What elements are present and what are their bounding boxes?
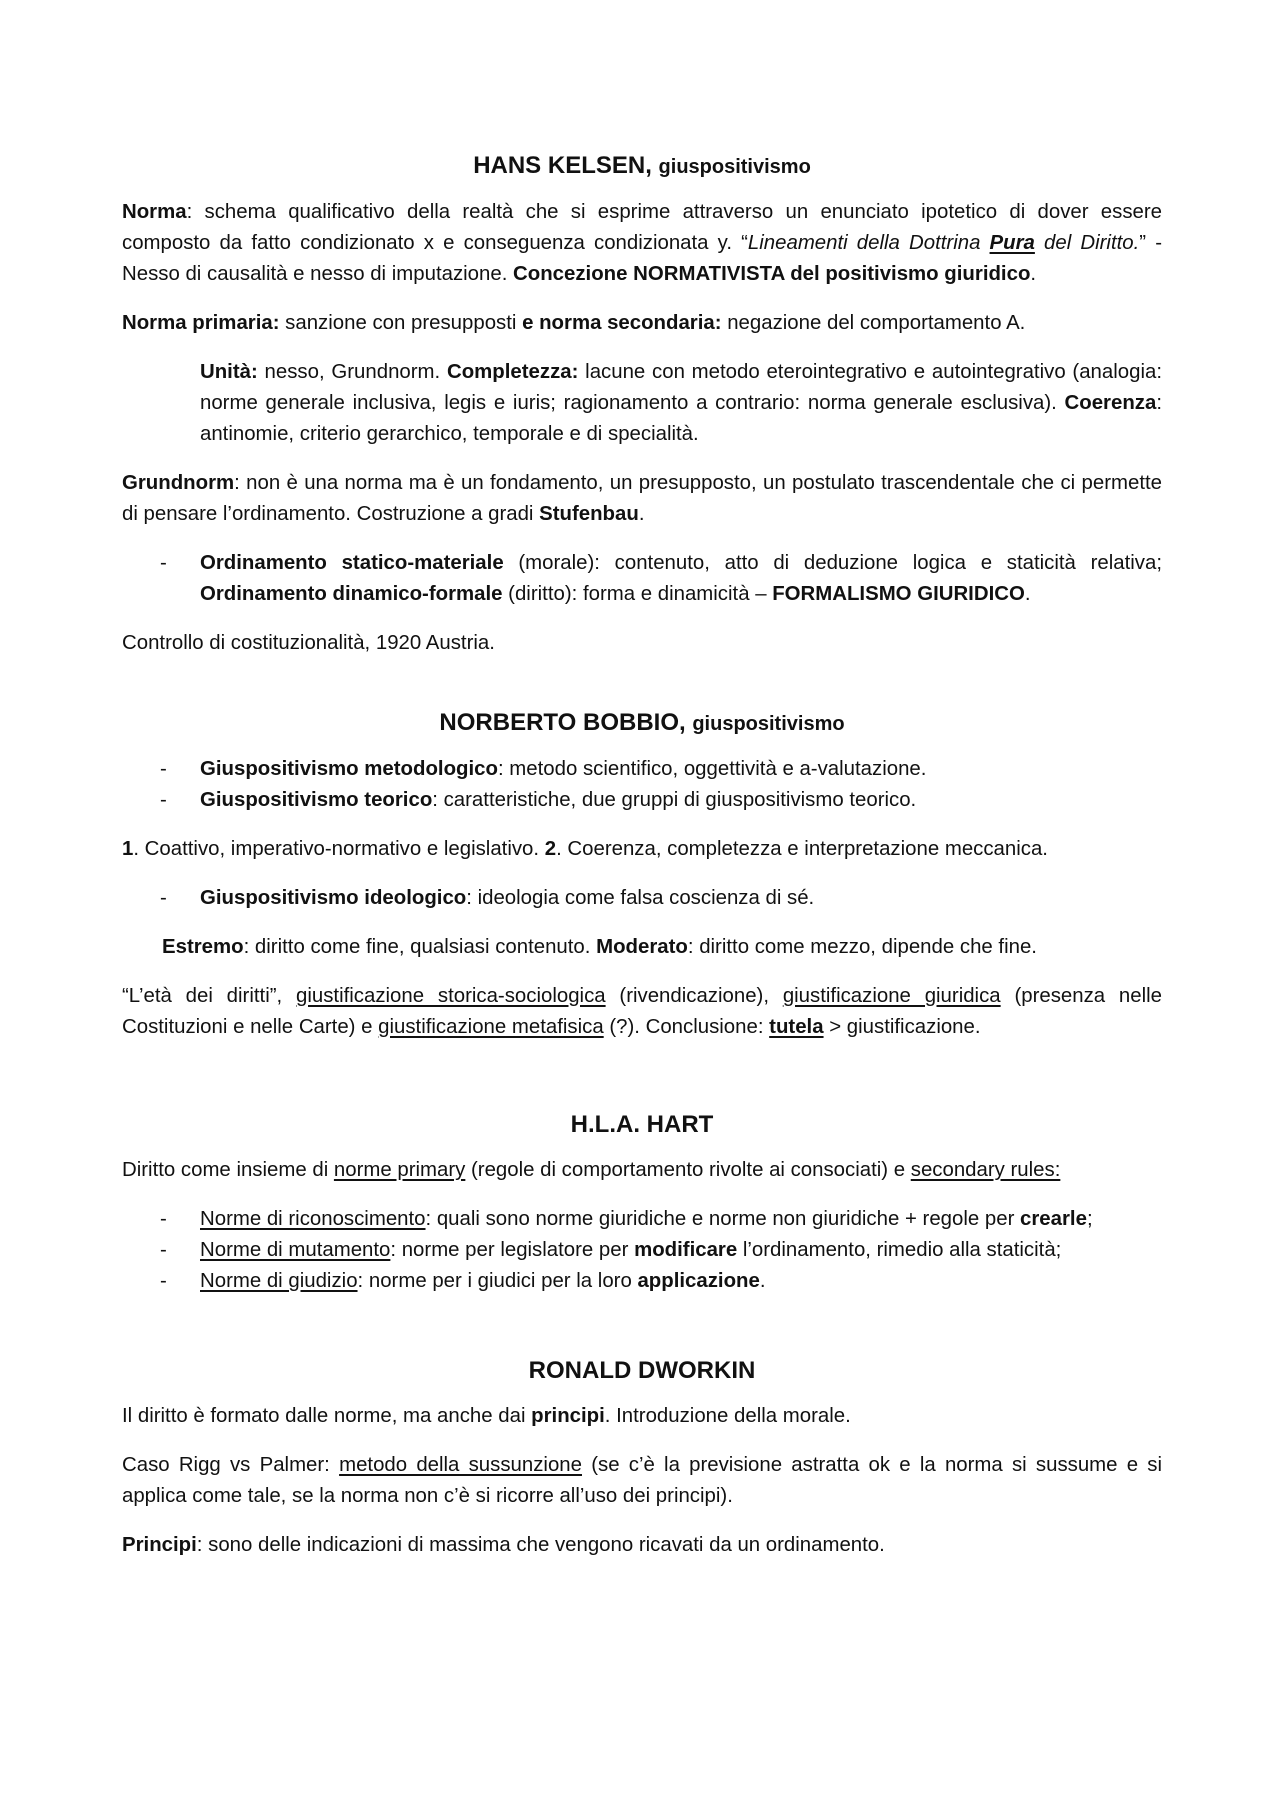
text-span: ” - Nesso di causalità e nesso di imputazione. <box>122 232 1162 285</box>
paragraph-estremo <box>122 932 1162 963</box>
text-span: (presenza nelle Costituzioni e nelle Carte) e <box>122 985 1162 1038</box>
bold-span: FORMALISMO GIURIDICO <box>772 583 1025 605</box>
paragraph-unita <box>122 357 1162 450</box>
underlined-span: giustificazione metafisica <box>378 1016 604 1038</box>
section-heading-bobbio <box>122 707 1162 740</box>
list-giuspositivismo <box>122 754 1162 816</box>
text-span: : schema qualificativo della realtà che si esprime attraverso un enunciato ipotetico di dover essere composto da fatto condizionato x e conseguenza condizionata y. “ <box>122 201 1162 254</box>
paragraph-rigg-palmer <box>122 1450 1162 1512</box>
list-marker: - <box>160 1270 167 1292</box>
text-span: . <box>1030 263 1037 285</box>
text-span: lacune con metodo eterointegrativo e autointegrativo (analogia: norme generale inclusiva, legis e iuris; ragionamento a contrario: norma generale esclusiva). <box>200 361 1162 414</box>
underlined-span: secondary rules: <box>910 1159 1061 1181</box>
paragraph-dworkin-intro <box>122 1401 1162 1432</box>
text-span: l’ordinamento, rimedio alla staticità; <box>737 1239 1062 1261</box>
text-span: : diritto come fine, qualsiasi contenuto. <box>243 936 597 958</box>
list-item <box>122 785 1162 816</box>
document-page <box>122 150 1162 1579</box>
term-moderato: Moderato <box>596 936 688 958</box>
text-span: ; <box>1086 1208 1093 1230</box>
italic-span: Lineamenti della Dottrina <box>747 232 990 254</box>
bold-span: Giuspositivismo metodologico <box>200 758 498 780</box>
section-heading-kelsen <box>122 150 1162 183</box>
term-coerenza: Coerenza <box>1064 392 1157 414</box>
text-span: . Coattivo, imperativo-normativo e legislativo. <box>133 838 545 860</box>
list-ordinamento <box>122 548 1162 610</box>
list-item <box>122 883 1162 914</box>
list-marker: - <box>160 758 167 780</box>
list-item <box>122 754 1162 785</box>
text-span: : caratteristiche, due gruppi di giuspositivismo teorico. <box>432 789 917 811</box>
number-label: 1 <box>122 838 134 860</box>
paragraph-controllo: Controllo di costituzionalità, 1920 Austria. <box>122 632 495 654</box>
text-span: : sono delle indicazioni di massima che vengono ricavati da un ordinamento. <box>196 1534 885 1556</box>
list-marker: - <box>160 552 167 574</box>
text-span: Il diritto è formato dalle norme, ma anche dai <box>122 1405 532 1427</box>
underlined-span: giustificazione storica-sociologica <box>296 985 606 1007</box>
text-span: : non è una norma ma è un fondamento, un presupposto, un postulato trascendentale che ci permette di pensare l’ordinamento. Costruzione a gradi <box>122 472 1162 525</box>
term-norma: Norma <box>122 201 187 223</box>
list-marker: - <box>160 1239 167 1261</box>
underlined-span: Norme di giudizio <box>200 1270 358 1292</box>
text-span: : metodo scientifico, oggettività e a-valutazione. <box>497 758 927 780</box>
heading-subtitle: giuspositivismo <box>692 713 845 735</box>
paragraph-norma-primaria <box>122 308 1162 339</box>
heading-title: H.L.A. HART <box>570 1111 714 1138</box>
text-span: nesso, Grundnorm. <box>257 361 447 383</box>
text-span: : quali sono norme giuridiche e norme non giuridiche + regole per <box>425 1208 1021 1230</box>
term-completezza: Completezza: <box>446 361 579 383</box>
paragraph-hart-intro <box>122 1155 1162 1186</box>
number-label: 2 <box>544 838 557 860</box>
heading-subtitle: giuspositivismo <box>658 156 811 178</box>
italic-span: del Diritto. <box>1034 232 1140 254</box>
heading-title: HANS KELSEN, <box>473 152 652 179</box>
bold-span: modificare <box>634 1239 738 1261</box>
text-span: (?). Conclusione: <box>603 1016 770 1038</box>
text-span: . Coerenza, completezza e interpretazione meccanica. <box>556 838 1048 860</box>
text-span: (diritto): forma e dinamicità – <box>502 583 773 605</box>
paragraph-eta-diritti <box>122 981 1162 1043</box>
text-span: Diritto come insieme di <box>122 1159 334 1181</box>
text-span: (regole di comportamento rivolte ai consociati) e <box>465 1159 911 1181</box>
paragraph-grundnorm <box>122 468 1162 530</box>
list-marker: - <box>160 1208 167 1230</box>
heading-title: RONALD DWORKIN <box>528 1357 756 1384</box>
text-span: (se c’è la previsione astratta ok e la norma si sussume e si applica come tale, se la norma non c’è si ricorre all’uso dei principi). <box>122 1454 1163 1507</box>
term-unita: Unità: <box>200 361 258 383</box>
text-span: . <box>759 1270 766 1292</box>
text-span: . <box>638 503 645 525</box>
list-ideologico <box>122 883 1162 914</box>
text-span: : ideologia come falsa coscienza di sé. <box>466 887 815 909</box>
bold-span: Giuspositivismo teorico <box>200 789 433 811</box>
text-span: : norme per i giudici per la loro <box>357 1270 638 1292</box>
text-span: . Introduzione della morale. <box>604 1405 851 1427</box>
term-principi: Principi <box>122 1534 197 1556</box>
section-heading-hart <box>122 1109 1162 1141</box>
text-span: : antinomie, criterio gerarchico, temporale e di specialità. <box>200 392 1162 445</box>
bold-span: Concezione NORMATIVISTA del positivismo giuridico <box>513 263 1031 285</box>
list-item <box>122 1266 1162 1297</box>
underlined-span: Norme di riconoscimento <box>200 1208 426 1230</box>
bold-span: Ordinamento statico-materiale <box>200 552 504 574</box>
text-span: : diritto come mezzo, dipende che fine. <box>687 936 1037 958</box>
text-span: negazione del comportamento A. <box>721 312 1026 334</box>
text-span: Caso Rigg vs Palmer: <box>122 1454 340 1476</box>
bold-span: applicazione <box>637 1270 760 1292</box>
term-norma-primaria: Norma primaria: <box>122 312 280 334</box>
underlined-span: Norme di mutamento <box>200 1239 391 1261</box>
list-item <box>122 1235 1162 1266</box>
term-estremo: Estremo <box>162 936 244 958</box>
term-norma-secondaria: e norma secondaria: <box>522 312 722 334</box>
text-span: . <box>1024 583 1031 605</box>
term-pura: Pura <box>989 232 1035 254</box>
term-tutela: tutela <box>769 1016 824 1038</box>
list-marker: - <box>160 789 167 811</box>
text-span: (morale): contenuto, atto di deduzione logica e staticità relativa; <box>503 552 1162 574</box>
list-item <box>122 1204 1162 1235</box>
term-principi: principi <box>531 1405 605 1427</box>
text-span: sanzione con presupposti <box>279 312 523 334</box>
term-grundnorm: Grundnorm <box>122 472 235 494</box>
text-span: (rivendicazione), <box>605 985 783 1007</box>
bold-span: crearle <box>1020 1208 1087 1230</box>
underlined-span: giustificazione giuridica <box>782 985 1001 1007</box>
heading-title: NORBERTO BOBBIO, <box>439 709 686 736</box>
paragraph-norma <box>122 197 1162 290</box>
text-span: : norme per legislatore per <box>390 1239 635 1261</box>
list-marker: - <box>160 887 167 909</box>
underlined-span: norme primary <box>333 1159 466 1181</box>
text-span: “L’età dei diritti”, <box>122 985 296 1007</box>
underlined-span: metodo della sussunzione <box>339 1454 582 1476</box>
section-heading-dworkin <box>122 1355 1162 1387</box>
term-stufenbau: Stufenbau <box>539 503 639 525</box>
bold-span: Giuspositivismo ideologico <box>200 887 467 909</box>
paragraph-numbered <box>122 834 1162 865</box>
text-span: > giustificazione. <box>823 1016 981 1038</box>
list-secondary-rules <box>122 1204 1162 1297</box>
paragraph-principi <box>122 1530 1162 1561</box>
bold-span: Ordinamento dinamico-formale <box>200 583 503 605</box>
list-item <box>122 548 1162 610</box>
